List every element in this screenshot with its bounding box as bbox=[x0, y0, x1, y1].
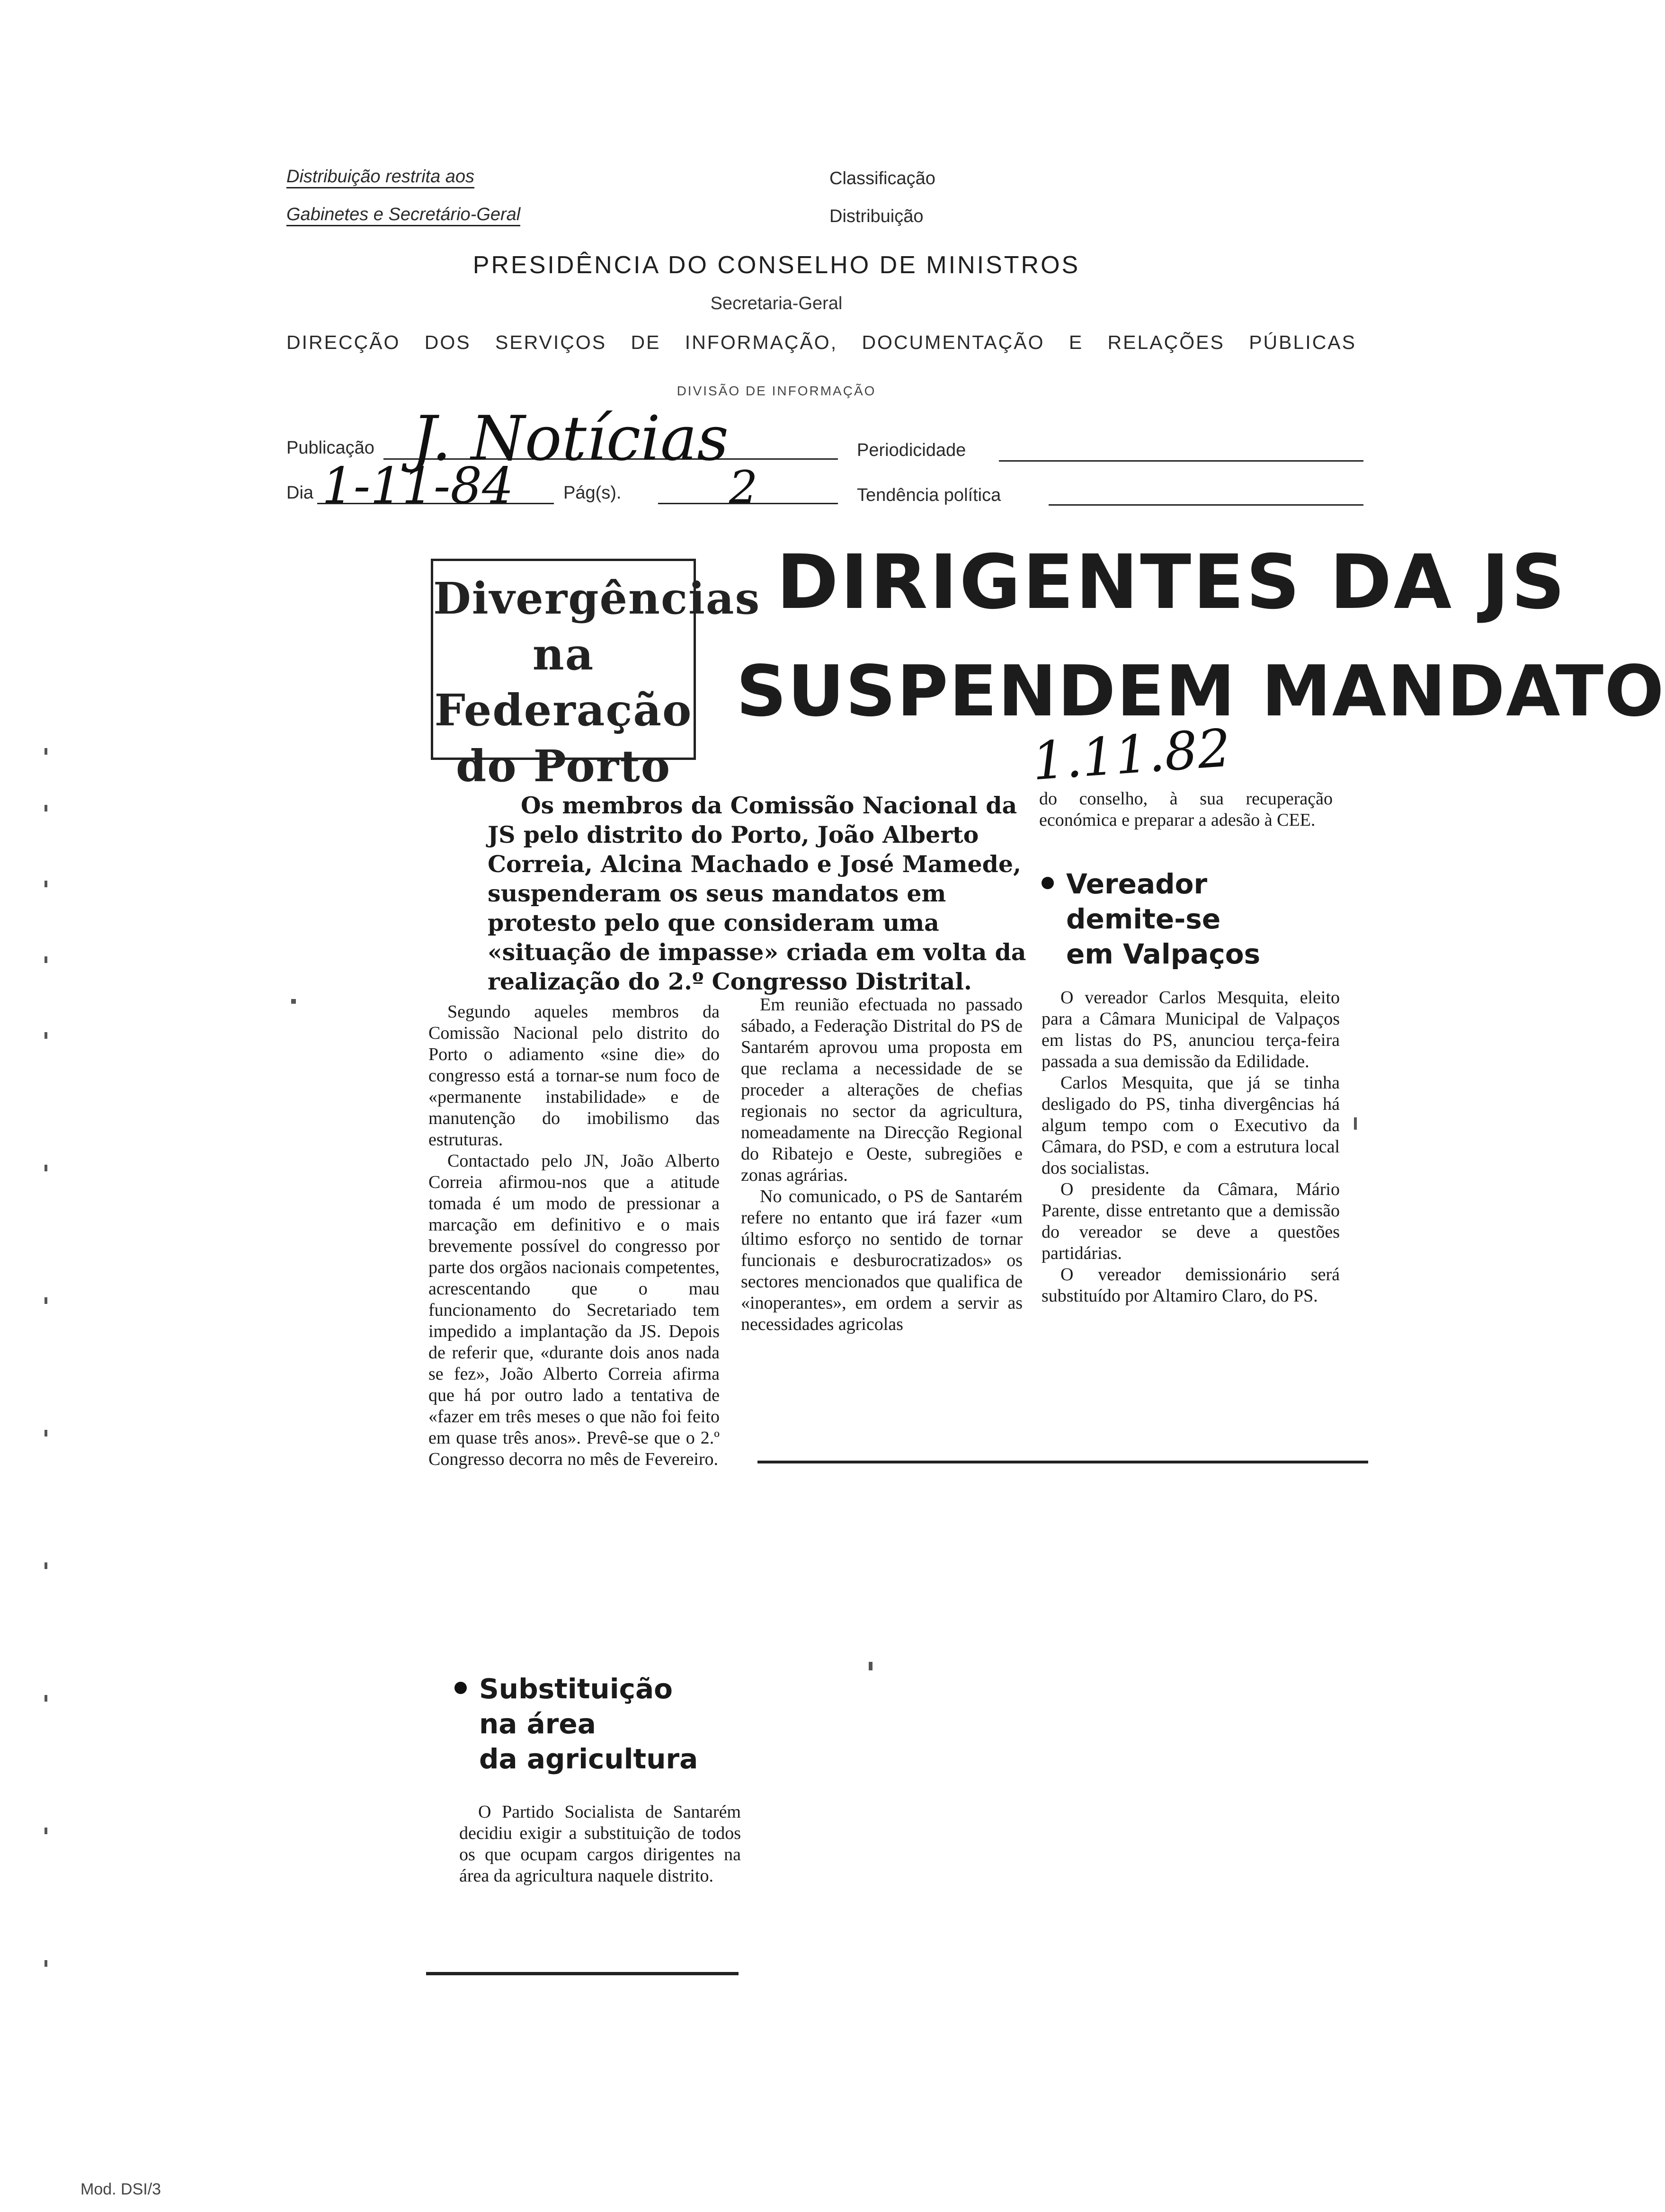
scan-speck bbox=[45, 748, 47, 755]
subhead-agri-line-1: Substituição bbox=[479, 1673, 673, 1705]
subhead-vereador bbox=[1042, 866, 1344, 972]
kicker-box bbox=[431, 559, 761, 792]
agriculture-paragraph-block bbox=[459, 1802, 741, 1887]
publication-value: J. Notícias bbox=[412, 402, 729, 474]
scan-speck bbox=[869, 1662, 873, 1670]
directorate-title: DIRECÇÃO DOS SERVIÇOS DE INFORMAÇÃO, DOCUMENTAÇÃO E RELAÇÕES PÚBLICAS bbox=[286, 331, 1356, 353]
column-3-intro bbox=[1039, 788, 1333, 831]
scan-speck bbox=[45, 1297, 47, 1304]
distribution-label: Distribuição bbox=[829, 206, 924, 226]
form-model-code: Mod. DSI/3 bbox=[80, 2180, 161, 2198]
scan-speck bbox=[45, 956, 47, 963]
scan-speck bbox=[45, 881, 47, 887]
col3-intro: do conselho, à sua recuperação económica e preparar a adesão à CEE. bbox=[1039, 789, 1333, 830]
col3-paragraph-1: O vereador Carlos Mesquita, eleito para a Câmara Municipal de Valpaços em listas do PS, anunciou terça-feira passada a sua demissão da Edilidade. bbox=[1042, 988, 1340, 1071]
col3-paragraph-4: O vereador demissionário será substituído por Altamiro Claro, do PS. bbox=[1042, 1265, 1340, 1306]
column-2 bbox=[741, 994, 1023, 1335]
scan-speck bbox=[45, 1562, 47, 1569]
col2-paragraph-2: No comunicado, o PS de Santarém refere no entanto que irá fazer «um último esforço no sentido de tornar funcionais e desburocratizados» os sectores mencionados que qualifica de «inoperantes», em ordem a servir as necessidades agricolas bbox=[741, 1186, 1023, 1334]
headline-line-1: DIRIGENTES DA JS bbox=[776, 539, 1567, 626]
ministry-title: PRESIDÊNCIA DO CONSELHO DE MINISTROS bbox=[472, 251, 1080, 279]
kicker-line-2: na Federação bbox=[434, 629, 693, 736]
col1-paragraph-2: Contactado pelo JN, João Alberto Correia afirmou-nos que a atitude tomada é um modo de pressionar a marcação em definitivo e o mais brevemente possível do congresso por parte dos orgãos nacionais competentes, acrescentando que o mau funcionamento do Secretariado tem impedido a implantação da JS. Depois de referir que, «durante dois anos nada se fez», João Alberto Correia afirma que há por outro lado a tentativa de «fazer em três meses o que não foi feito em quase três anos». Prevê-se que o 2.º Congresso decorra no mês de Fevereiro. bbox=[428, 1151, 720, 1469]
scan-speck bbox=[45, 1430, 47, 1436]
scan-speck bbox=[45, 805, 47, 812]
scan-speck bbox=[291, 999, 296, 1004]
distribution-restricted-line1: Distribuição restrita aos bbox=[286, 167, 474, 188]
day-label: Dia bbox=[286, 483, 314, 503]
distribution-restricted-line2: Gabinetes e Secretário-Geral bbox=[286, 205, 520, 226]
column-3 bbox=[1042, 987, 1340, 1307]
subhead-agri-line-2: na área bbox=[479, 1708, 596, 1740]
subhead-agri-line-3: da agricultura bbox=[479, 1743, 698, 1775]
col2-paragraph-1: Em reunião efectuada no passado sábado, a Federação Distrital do PS de Santarém aprovou uma proposta em que reclama a necessidade de se proceder a alterações de chefias regionais no sector da agricultura, nomeadamente na Direcção Regional do Ribatejo e Oeste, subregiões e zonas agrárias. bbox=[741, 995, 1023, 1185]
subhead-vereador-line-3: em Valpaços bbox=[1066, 938, 1261, 970]
scan-speck bbox=[45, 1960, 47, 1967]
political-tendency-label: Tendência política bbox=[857, 485, 1001, 505]
article-bottom-rule bbox=[757, 1461, 1368, 1463]
periodicity-label: Periodicidade bbox=[857, 440, 966, 460]
column-end-rule bbox=[426, 1972, 739, 1975]
kicker-line-3: do Porto bbox=[455, 740, 671, 792]
publication-label: Publicação bbox=[286, 438, 374, 458]
handwritten-date: 1.11.82 bbox=[1030, 717, 1233, 792]
scan-speck bbox=[45, 1695, 47, 1702]
col1-paragraph-1: Segundo aqueles membros da Comissão Nacional pelo distrito do Porto o adiamento «sine die» do congresso está a tornar-se num foco de «permanente instabilidade» e de manutenção do imobilismo das estruturas. bbox=[428, 1002, 720, 1150]
scan-speck bbox=[1354, 1117, 1357, 1130]
scan-speck bbox=[45, 1032, 47, 1039]
column-1 bbox=[428, 1001, 720, 1470]
subhead-vereador-line-2: demite-se bbox=[1066, 903, 1221, 935]
scan-speck bbox=[45, 1828, 47, 1834]
day-value: 1-11-84 bbox=[322, 457, 514, 515]
article-lead: Os membros da Comissão Nacional da JS pelo distrito do Porto, João Alberto Correia, Alcina Machado e José Mamede, suspenderam os seus mandatos em protesto pelo que consideram uma «situação de impasse» criada em volta da realização do 2.º Congresso Distrital. bbox=[488, 792, 1026, 995]
division-title: DIVISÃO DE INFORMAÇÃO bbox=[677, 384, 876, 398]
agriculture-paragraph: O Partido Socialista de Santarém decidiu exigir a substituição de todos os que ocupam cargos dirigentes na área da agricultura naquele distrito. bbox=[459, 1802, 741, 1886]
periodicity-field-line bbox=[999, 460, 1363, 462]
scan-speck bbox=[45, 1165, 47, 1171]
col3-paragraph-3: O presidente da Câmara, Mário Parente, disse entretanto que a demissão do vereador se deve a questões partidárias. bbox=[1042, 1179, 1340, 1263]
subhead-agriculture bbox=[454, 1671, 739, 1776]
subhead-vereador-line-1: Vereador bbox=[1066, 868, 1208, 900]
pages-value: 2 bbox=[729, 462, 758, 514]
secretariat-title: Secretaria-Geral bbox=[710, 294, 843, 313]
classification-label: Classificação bbox=[829, 169, 935, 188]
kicker-line-1: Divergências bbox=[433, 573, 761, 624]
col3-paragraph-2: Carlos Mesquita, que já se tinha desligado do PS, tinha divergências há algum tempo com o Executivo da Câmara, do PSD, e com a estrutura local dos socialistas. bbox=[1042, 1073, 1340, 1178]
bullet-icon bbox=[454, 1682, 467, 1694]
headline-line-2: SUSPENDEM MANDATO bbox=[736, 651, 1665, 732]
political-tendency-field-line bbox=[1049, 504, 1363, 506]
bullet-icon bbox=[1042, 877, 1054, 889]
pages-label: Pág(s). bbox=[563, 483, 622, 503]
